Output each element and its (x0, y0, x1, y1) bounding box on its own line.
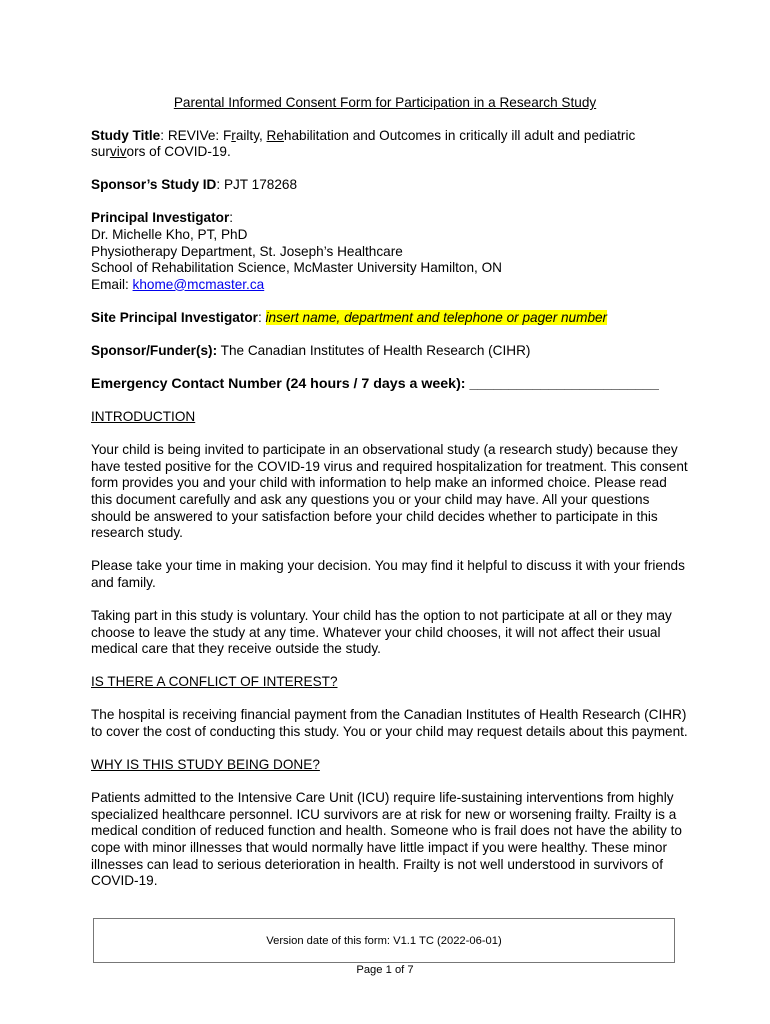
why-paragraph: Patients admitted to the Intensive Care Unit (ICU) require life-sustaining interventions from highly specialized healthcare personnel. ICU survivors are at risk for new or worsening frailty. Frailty is a medical condition of reduced function and health. Someone who is frail does not have the ability to cope with minor illnesses that would normally have little impact if you were healthy. These minor illnesses can lead to serious deterioration in health. Frailty is not well understood in survivors of COVID-19. (91, 790, 682, 889)
sponsor-funder-value: The Canadian Institutes of Health Research (CIHR) (217, 342, 531, 358)
sponsor-funder (91, 343, 691, 360)
study-title-part: REVIVe: F (167, 127, 232, 143)
site-pi-colon: : (257, 309, 266, 325)
conflict-heading: IS THERE A CONFLICT OF INTEREST? (91, 674, 338, 690)
emergency-contact-blank: ________________________ (469, 376, 659, 393)
introduction-paragraph: Your child is being invited to participate in an observational study (a research study) because they have tested positive for the COVID-19 virus and required hospitalization for treatment. This consent form provides you and your child with information to help make an informed choice. Please read this document carefully and ask any questions you or your child may have. All your questions should be answered to your satisfaction before your child decides whether to participate in this research study. (91, 442, 688, 541)
site-principal-investigator (91, 310, 691, 327)
document-title: Parental Informed Consent Form for Participation in a Research Study (173, 95, 597, 110)
sponsor-study-id-value: : PJT 178268 (216, 177, 298, 193)
principal-investigator-name: Dr. Michelle Kho, PT, PhD (91, 226, 248, 242)
sponsor-funder-label: Sponsor/Funder(s): (91, 342, 218, 358)
email-label: Email: (91, 276, 133, 292)
site-pi-label: Site Principal Investigator (91, 309, 258, 325)
emergency-contact (91, 376, 691, 393)
introduction-heading: INTRODUCTION (91, 409, 196, 425)
why-heading: WHY IS THIS STUDY BEING DONE? (91, 757, 320, 773)
sponsor-study-id-label: Sponsor’s Study ID (91, 177, 217, 193)
document-body (91, 95, 691, 906)
principal-investigator-department: Physiotherapy Department, St. Joseph’s Healthcare (91, 243, 403, 259)
page-number: Page 1 of 7 (356, 964, 414, 976)
sponsor-study-id (91, 177, 691, 194)
principal-investigator-label: Principal Investigator (91, 210, 230, 226)
principal-investigator-school: School of Rehabilitation Science, McMaster University Hamilton, ON (91, 260, 502, 276)
principal-investigator-block (91, 210, 691, 293)
version-date: Version date of this form: V1.1 TC (2022-06-01) (266, 935, 502, 947)
conflict-paragraph: The hospital is receiving financial payment from the Canadian Institutes of Health Research (CIHR) to cover the cost of conducting this study. You or your child may request details about this payment. (91, 707, 688, 739)
email-link[interactable]: khome@mcmaster.ca (132, 276, 265, 292)
emergency-contact-label: Emergency Contact Number (24 hours / 7 days a week): (91, 376, 470, 393)
study-title-part: ors of COVID-19. (126, 144, 231, 160)
study-title (91, 128, 691, 161)
introduction-paragraph: Please take your time in making your decision. You may find it helpful to discuss it with your friends and family. (91, 558, 685, 590)
introduction-paragraph: Taking part in this study is voluntary. Your child has the option to not participate at all or they may choose to leave the study at any time. Whatever your child chooses, it will not affect their usual medical care that they receive outside the study. (91, 607, 672, 657)
study-title-sep: : (160, 127, 168, 143)
principal-investigator-colon: : (229, 210, 234, 226)
study-title-underlined: r (231, 127, 236, 143)
site-pi-placeholder: insert name, department and telephone or pager number (265, 309, 608, 325)
study-title-part: ailty, (235, 127, 267, 143)
version-footer-box (93, 918, 675, 963)
study-title-underlined: Re (266, 127, 284, 143)
study-title-part: habilitation and Outcomes in critically ill adult and pediatric sur (91, 127, 636, 160)
study-title-label: Study Title (91, 127, 161, 143)
study-title-underlined: viv (109, 144, 127, 160)
